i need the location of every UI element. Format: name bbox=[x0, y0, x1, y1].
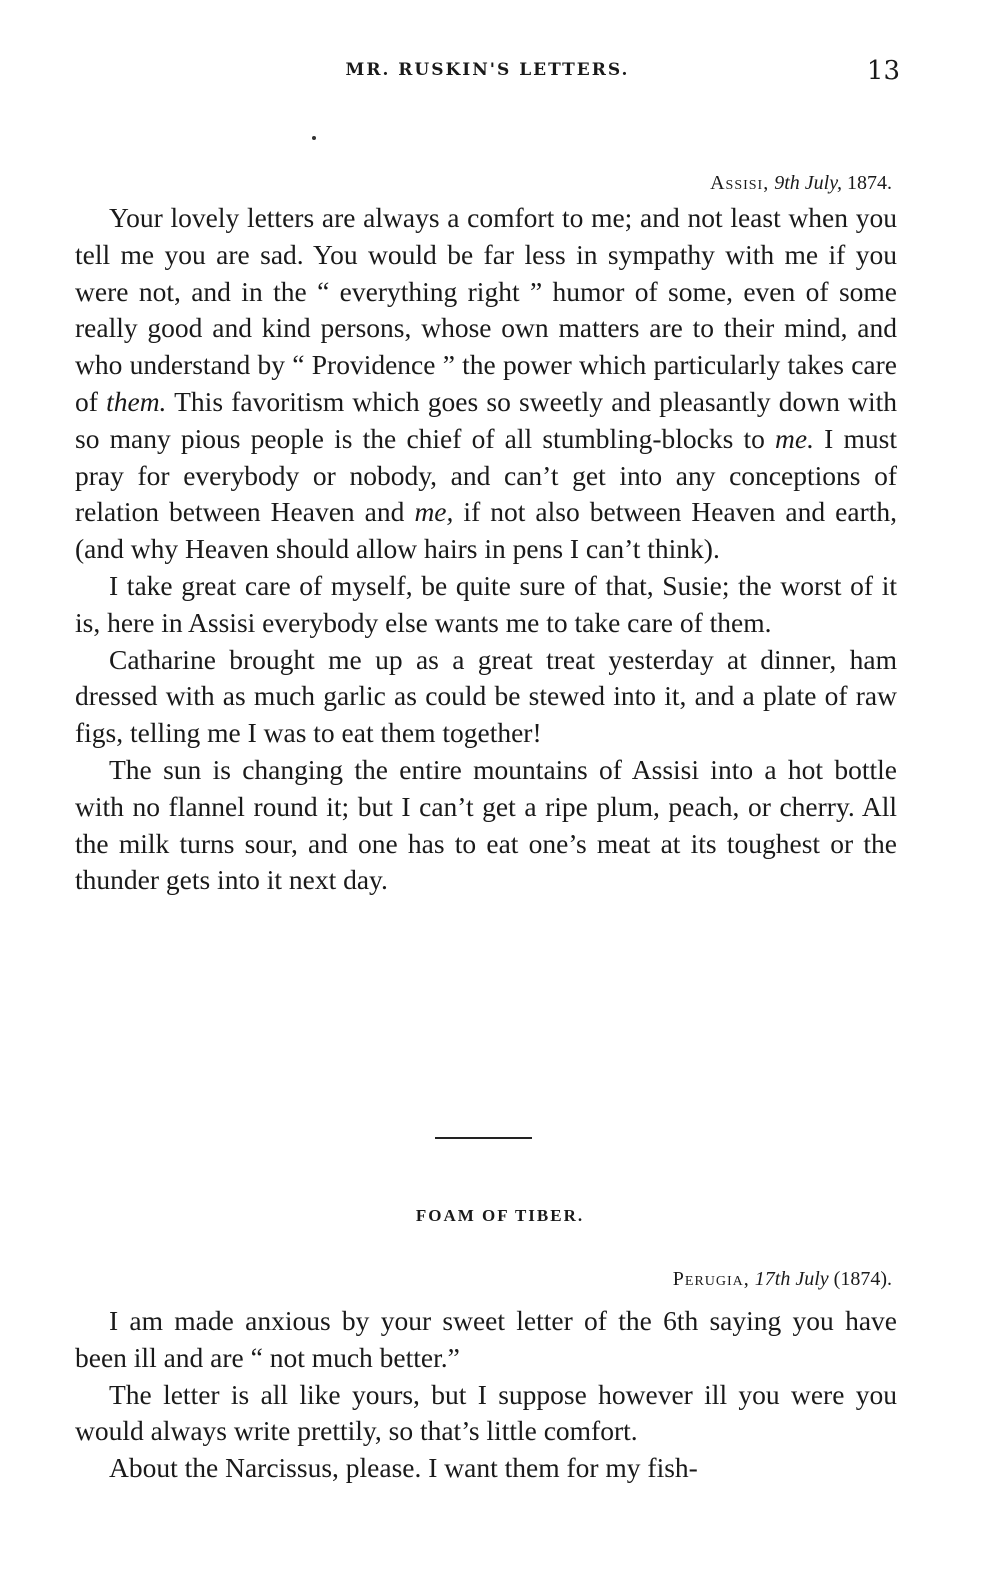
dateline-date: 17th July bbox=[754, 1268, 829, 1290]
running-head: MR. RUSKIN'S LETTERS. bbox=[345, 60, 630, 80]
dateline-year: (1874). bbox=[833, 1268, 892, 1290]
dateline-year: 1874. bbox=[847, 172, 892, 194]
letter2-paragraph-2: The letter is all like yours, but I suppose however ill you were you would always write prettily, so that’s little comfort. bbox=[75, 1378, 897, 1447]
dateline-place: Perugia, bbox=[672, 1268, 750, 1290]
letter2-body bbox=[75, 1303, 897, 1487]
section-title: FOAM OF TIBER. bbox=[415, 1206, 585, 1225]
letter2-paragraph-1: I am made anxious by your sweet letter of the 6th saying you have been ill and are “ not much better.” bbox=[75, 1305, 897, 1373]
page-number: 13 bbox=[866, 56, 900, 86]
page-header bbox=[75, 56, 900, 96]
letter1-paragraph-2: I take great care of myself, be quite sure of that, Susie; the worst of it is, here in Assisi everybody else wants me to take care of them. bbox=[75, 569, 897, 638]
letter1-body bbox=[75, 200, 897, 899]
letter2-dateline bbox=[673, 1268, 892, 1291]
dateline-date: 9th July, bbox=[774, 172, 842, 194]
letter1-dateline bbox=[710, 172, 892, 195]
letter1-paragraph-3: Catharine brought me up as a great treat yesterday at dinner, ham dressed with as much garlic as could be stewed into it, and a plate of raw figs, telling me I was to eat them together! bbox=[75, 643, 897, 749]
section-divider bbox=[435, 1137, 532, 1139]
letter2-paragraph-3: About the Narcissus, please. I want them for my fish- bbox=[109, 1452, 698, 1484]
letter1-paragraph-1: Your lovely letters are always a comfort to me; and not least when you tell me you are sad. You would be far less in sympathy with me if you were not, and in the “ everything right ” humor of some, even of some really good and kind persons, whose own matters are to their mind, and who understand by “ Providence ” the power which particularly takes care of them. This favoritism which goes so sweetly and pleasantly down with so many pious people is the chief of all stumbling-blocks to me. I must pray for everybody or nobody, and can’t get into any conceptions of relation between Heaven and me, if not also between Heaven and earth, (and why Heaven should allow hairs in pens I can’t think). bbox=[75, 202, 898, 565]
print-speck bbox=[312, 136, 316, 140]
dateline-place: Assisi, bbox=[710, 172, 770, 194]
letter1-paragraph-4: The sun is changing the entire mountains of Assisi into a hot bottle with no flannel round it; but I can’t get a ripe plum, peach, or cherry. All the milk turns sour, and one has to eat one’s meat at its toughest or the thunder gets into it next day. bbox=[75, 753, 897, 896]
